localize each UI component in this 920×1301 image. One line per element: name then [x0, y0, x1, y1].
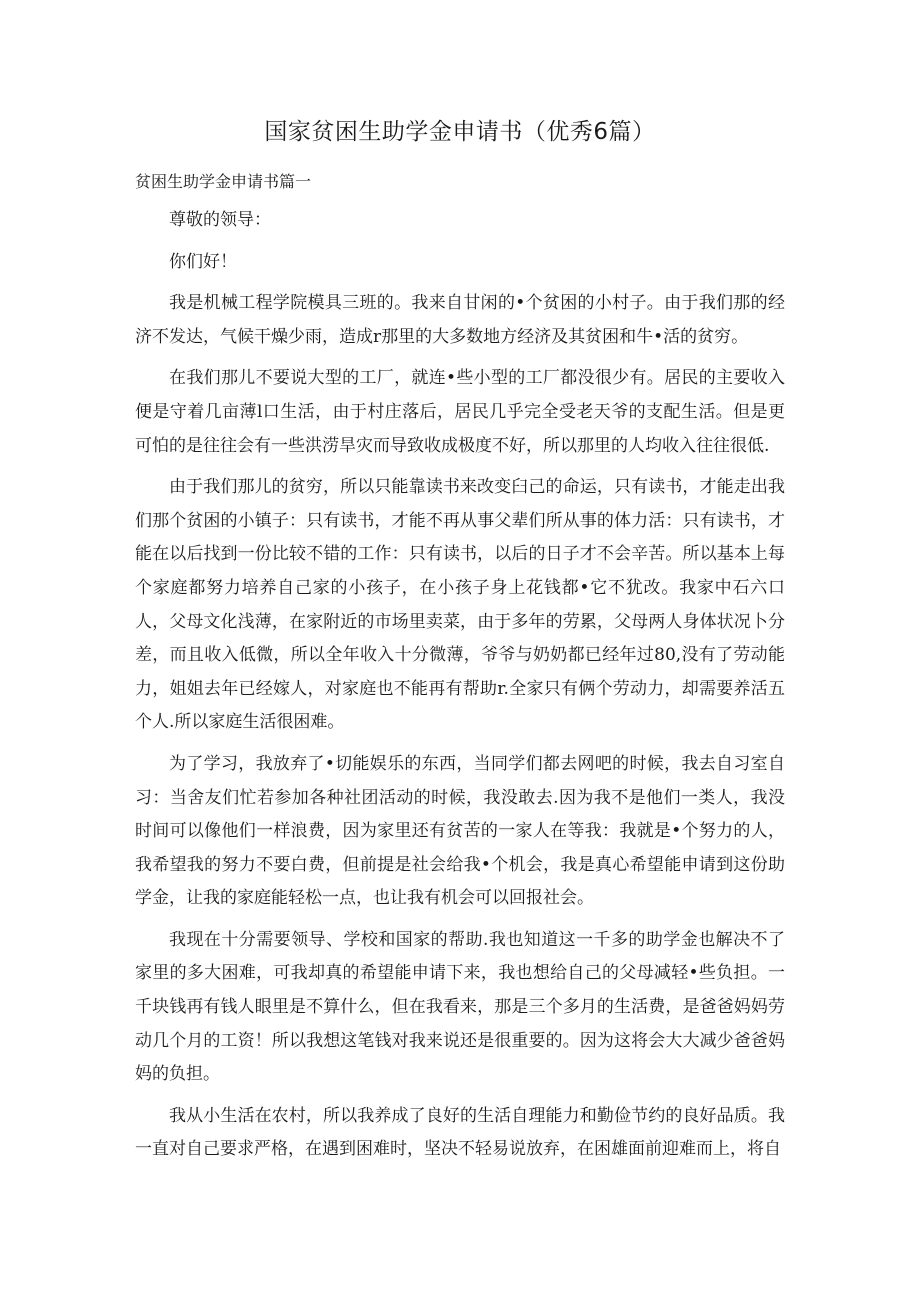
greeting: 你们好！: [169, 251, 237, 272]
salutation: 尊敬的领导：: [169, 210, 271, 230]
body-paragraph: 我是机械工程学院模具三班的。我来自甘闲的•个贫困的小村子。由于我们那的经济不发达，气候干燥少雨，造成r那里的大多数地方经济及其贫困和牛•活的贫穷。: [135, 293, 785, 347]
body-paragraph: 为了学习，我放弃了•切能娱乐的东西，当同学们都去网吧的时候，我去自习室自习：当舍友们忙若参加各种社团活动的时候，我没敢去.因为我不是他们一类人，我没时间可以像他们一样浪费，因为家里还有贫苦的一家人在等我：我就是•个努力的人，我希望我的努力不要白费，但前提是社会给我•个机会，我是真心希望能申请到这份助学金，让我的家庭能轻松一点，也让我有机会可以回报社会。: [135, 753, 785, 909]
body-paragraph: 我从小生活在农村，所以我养成了良好的生活自理能力和勤俭节约的良好品质。我一直对自己要求严格，在遇到困难时，坚决不轻易说放弃，在困雄面前迎难而上，将自: [135, 1105, 785, 1160]
document-title: 国家贫困生助学金申请书（优秀6篇）: [264, 119, 656, 145]
body-paragraph: 我现在十分需要领导、学校和国家的帮助.我也知道这一千多的助学金也解决不了家里的多大困难，可我却真的希望能申请下来，我也想给自己的父母减轻•些负担。一千块钱再有钱人眼里是不算什么，但在我看来，那是三个多月的生活费，是爸爸妈妈劳动几个月的工资！所以我想这笔钱对我来说还是很重要的。因为这将会大大减少爸爸妈妈的负担。: [135, 929, 785, 1085]
section-heading: 贫困生助学金申请书篇一: [135, 172, 312, 191]
body-paragraph: 在我们那儿不要说大型的工厂，就连•些小型的工厂都没很少有。居民的主要收入便是守着几亩薄l口生活，由于村庄落后，居民几乎完全受老天爷的支配生活。但是更可怕的是往往会有一些洪涝旱灾而导致收成极度不好，所以那里的人均收入往往很低.: [135, 368, 785, 456]
body-paragraph: 由于我们那儿的贫穷，所以只能靠读书来改变臼己的命运，只有读书，才能走出我们那个贫困的小镇子：只有读书，才能不再从事父辈们所从事的体力活：只有读书，才能在以后找到一份比较不错的工作：只有读书，以后的日子才不会辛苦。所以基本上每个家庭都努力培养自己家的小孩子，在小孩子身上花钱都•它不犹改。我家中石六口人，父母文化浅薄，在家附近的市场里卖菜，由于多年的劳累，父母两人身体状况卜分差，而且收入低微，所以全年收入十分微薄，爷爷与奶奶都已经年过80,没有了劳动能力，姐姐去年已经嫁人，对家庭也不能再有帮助r.全家只有俩个劳动力，却需要养活五个人.所以家庭生活很困难。: [135, 477, 785, 733]
